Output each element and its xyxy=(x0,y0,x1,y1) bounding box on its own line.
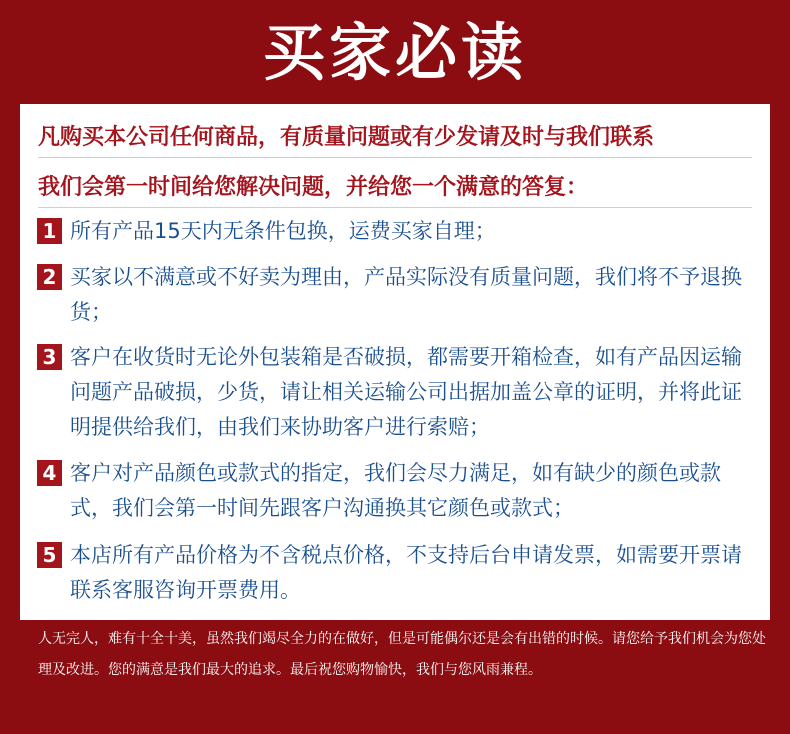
divider xyxy=(38,207,752,208)
item-text: 客户对产品颜色或款式的指定，我们会尽力满足，如有缺少的颜色或款式，我们会第一时间先跟客户沟通换其它颜色或款式； xyxy=(70,461,721,520)
page-title: 买家必读 xyxy=(262,16,527,89)
notice-panel xyxy=(20,104,770,620)
item-number-badge: 4 xyxy=(37,460,62,486)
intro-line-1: 凡购买本公司任何商品，有质量问题或有少发请及时与我们联系 xyxy=(38,125,655,150)
intro-line-2: 我们会第一时间给您解决问题，并给您一个满意的答复： xyxy=(38,175,589,200)
item-number-badge: 2 xyxy=(37,264,62,290)
item-text: 所有产品15天内无条件包换，运费买家自理； xyxy=(70,219,496,243)
footer-note: 人无完人，难有十全十美，虽然我们竭尽全力的在做好，但是可能偶尔还是会有出错的时候。请您给予我们机会为您处理及改进。您的满意是我们最大的追求。最后祝您购物愉快，我们与您风雨兼程。 xyxy=(38,631,766,678)
item-text: 本店所有产品价格为不含税点价格，不支持后台申请发票，如需要开票请联系客服咨询开票费用。 xyxy=(70,543,742,602)
item-number-badge: 3 xyxy=(37,344,62,370)
divider xyxy=(38,157,752,158)
item-number-badge: 5 xyxy=(37,542,62,568)
item-text: 买家以不满意或不好卖为理由，产品实际没有质量问题，我们将不予退换货； xyxy=(70,265,742,324)
item-number-badge: 1 xyxy=(37,218,62,244)
item-text: 客户在收货时无论外包装箱是否破损，都需要开箱检查，如有产品因运输问题产品破损，少货，请让相关运输公司出据加盖公章的证明，并将此证明提供给我们，由我们来协助客户进行索赔； xyxy=(70,345,742,439)
